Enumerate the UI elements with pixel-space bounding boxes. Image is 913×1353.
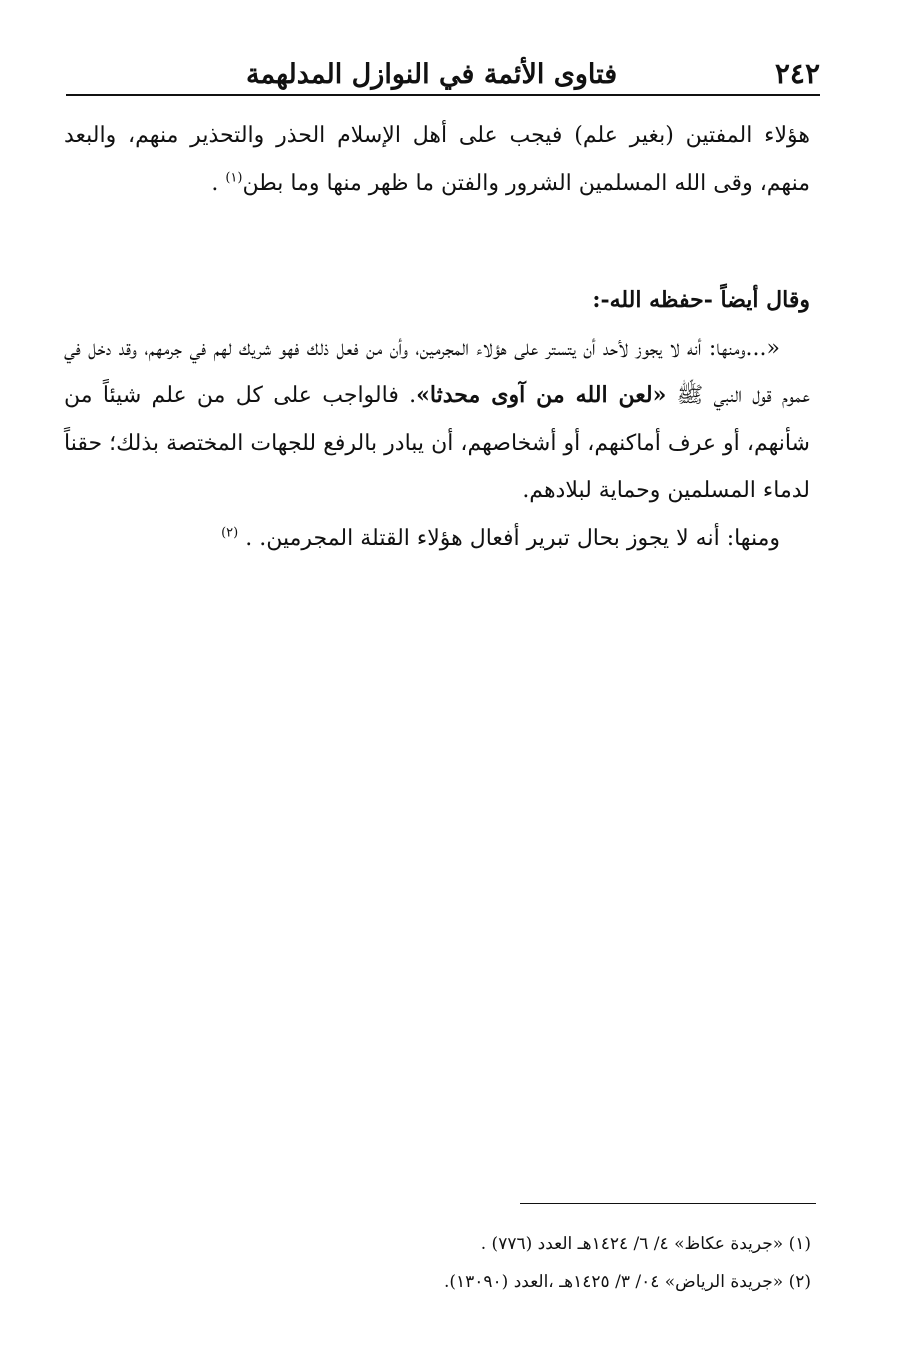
paragraph-1-end: . (211, 170, 219, 196)
paragraph-3 (64, 515, 810, 563)
page-header (66, 44, 820, 96)
hadith-quote: «لعن الله من آوى محدثا» (416, 382, 667, 408)
section-spacer (64, 207, 810, 277)
footnote-ref-1: (١) (225, 170, 243, 186)
section-heading: وقال أيضاً -حفظه الله-: (592, 287, 810, 313)
paragraph-2-rest: . فالواجب على كل من علم شيئاً من شأنهم، أو عرف أماكنهم، أو أشخاصهم، أن يبادر بالرفع للجهات المختصة بذلك؛ حقناً لدماء المسلمين وحماية لبلادهم. (64, 383, 810, 503)
paragraph-1-text: هؤلاء المفتين (بغير علم) فيجب على أهل الإسلام الحذر والتحذير منهم، والبعد منهم، وقى الله المسلمين الشرور والفتن ما ظهر منها وما بطن (64, 123, 810, 196)
running-title: فتاوى الأئمة في النوازل المدلهمة (246, 59, 618, 90)
paragraph-1 (64, 112, 810, 207)
paragraph-3-text: ومنها: أنه لا يجوز بحال تبرير أفعال هؤلاء القتلة المجرمين. . (245, 525, 780, 551)
body-text (64, 112, 810, 562)
footnote-1: (١) «جريدة عكاظ» ٤/ ٦/ ١٤٢٤هـ العدد (٧٧٦) . (480, 1234, 811, 1254)
footnote-divider (520, 1203, 816, 1204)
page-number: ٢٤٢ (774, 57, 820, 90)
paragraph-2 (64, 325, 810, 515)
footnote-ref-2: (٢) (221, 525, 239, 541)
footnote-2: (٢) «جريدة الرياض» ٠٤/ ٣/ ١٤٢٥هـ ،العدد (١٣٠٩٠). (443, 1272, 811, 1292)
footnotes (191, 1225, 811, 1301)
paragraph-2-text: «...ومنها: أنه لا يجوز لأحد أن يتستر على هؤلاء المجرمين، وأن من فعل ذلك فهو شريك لهم في جرمهم، وقد دخل في عموم قول النبي ﷺ (64, 335, 810, 408)
